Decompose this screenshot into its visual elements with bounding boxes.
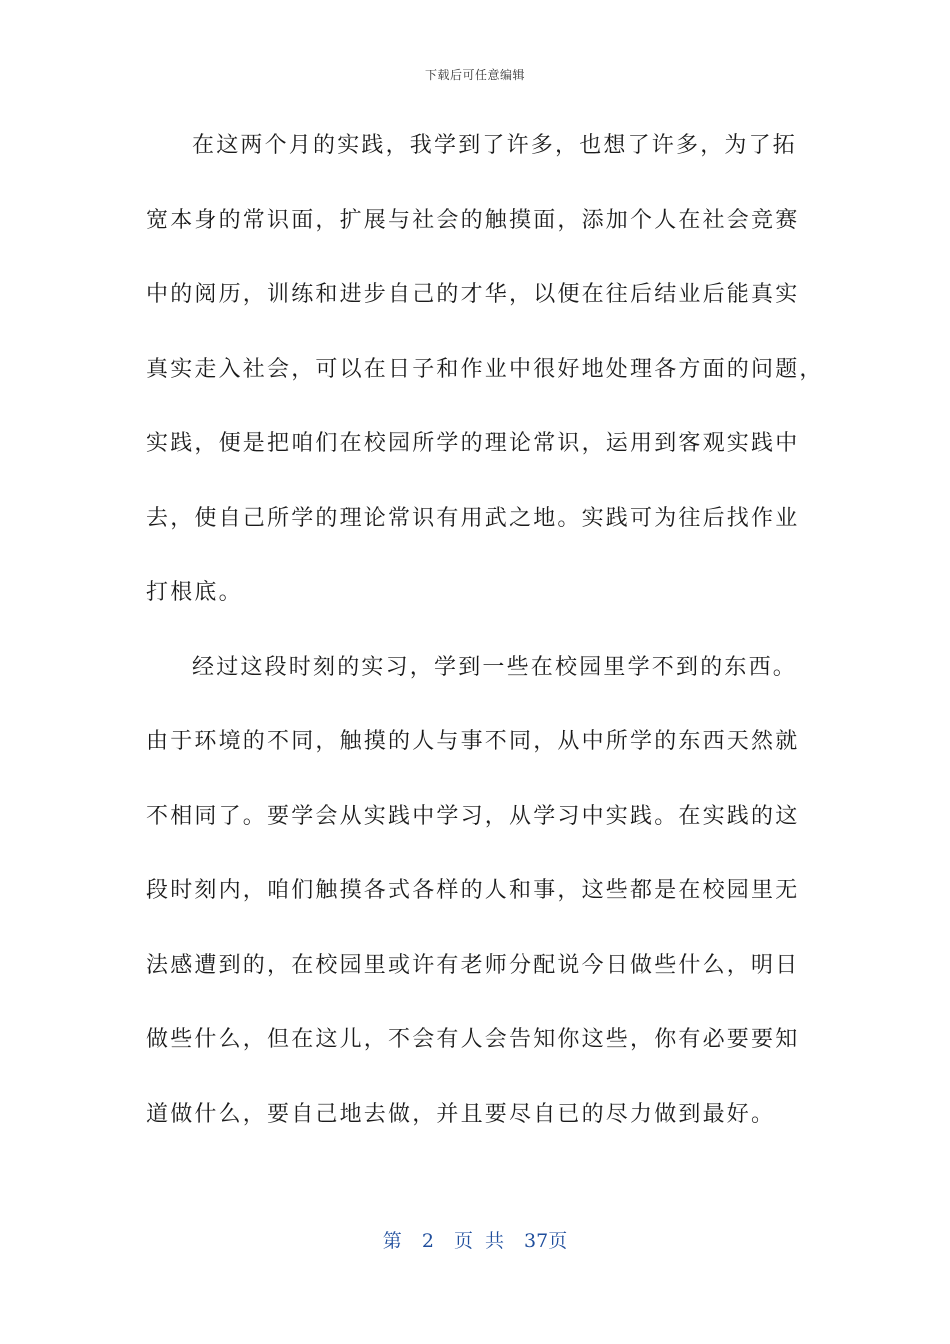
text-line: 在这两个月的实践，我学到了许多，也想了许多，为了拓 [192,133,798,158]
footer-middle: 页 共 [453,1230,504,1252]
document-body [146,124,824,1167]
text-line: 真实走入社会，可以在日子和作业中很好地处理各方面的问题， [146,356,824,382]
page-number-footer [0,1226,950,1253]
text-line: 不相同了。要学会从实践中学习，从学习中实践。在实践的这 [146,803,800,829]
text-line: 段时刻内，咱们触摸各式各样的人和事，这些都是在校园里无 [146,878,800,903]
paragraph-1 [146,124,824,646]
text-line: 实践，便是把咱们在校园所学的理论常识，运用到客观实践中 [146,431,800,456]
text-line: 由于环境的不同，触摸的人与事不同，从中所学的东西天然就 [146,729,800,754]
text-line: 道做什么，要自己地去做，并且要尽自已的尽力做到最好。 [146,1101,776,1127]
text-line: 做些什么，但在这儿，不会有人会告知你这些，你有必要要知 [146,1027,800,1052]
footer-total-pages: 37页 [524,1230,568,1252]
paragraph-2 [146,646,800,1168]
text-line: 去，使自己所学的理论常识有用武之地。实践可为往后找作业 [146,505,800,531]
text-line: 经过这段时刻的实习，学到一些在校园里学不到的东西。 [192,654,798,680]
text-line: 宽本身的常识面，扩展与社会的触摸面，添加个人在社会竞赛 [146,207,800,233]
text-line: 法感遭到的，在校园里或许有老师分配说今日做些什么，明日 [146,952,800,978]
header-note: 下载后可任意编辑 [424,68,525,82]
footer-prefix: 第 [382,1230,402,1252]
text-line: 打根底。 [146,580,243,605]
text-line: 中的阅历，训练和进步自己的才华，以便在往后结业后能真实 [146,282,800,307]
footer-current-page: 2 [421,1230,434,1252]
